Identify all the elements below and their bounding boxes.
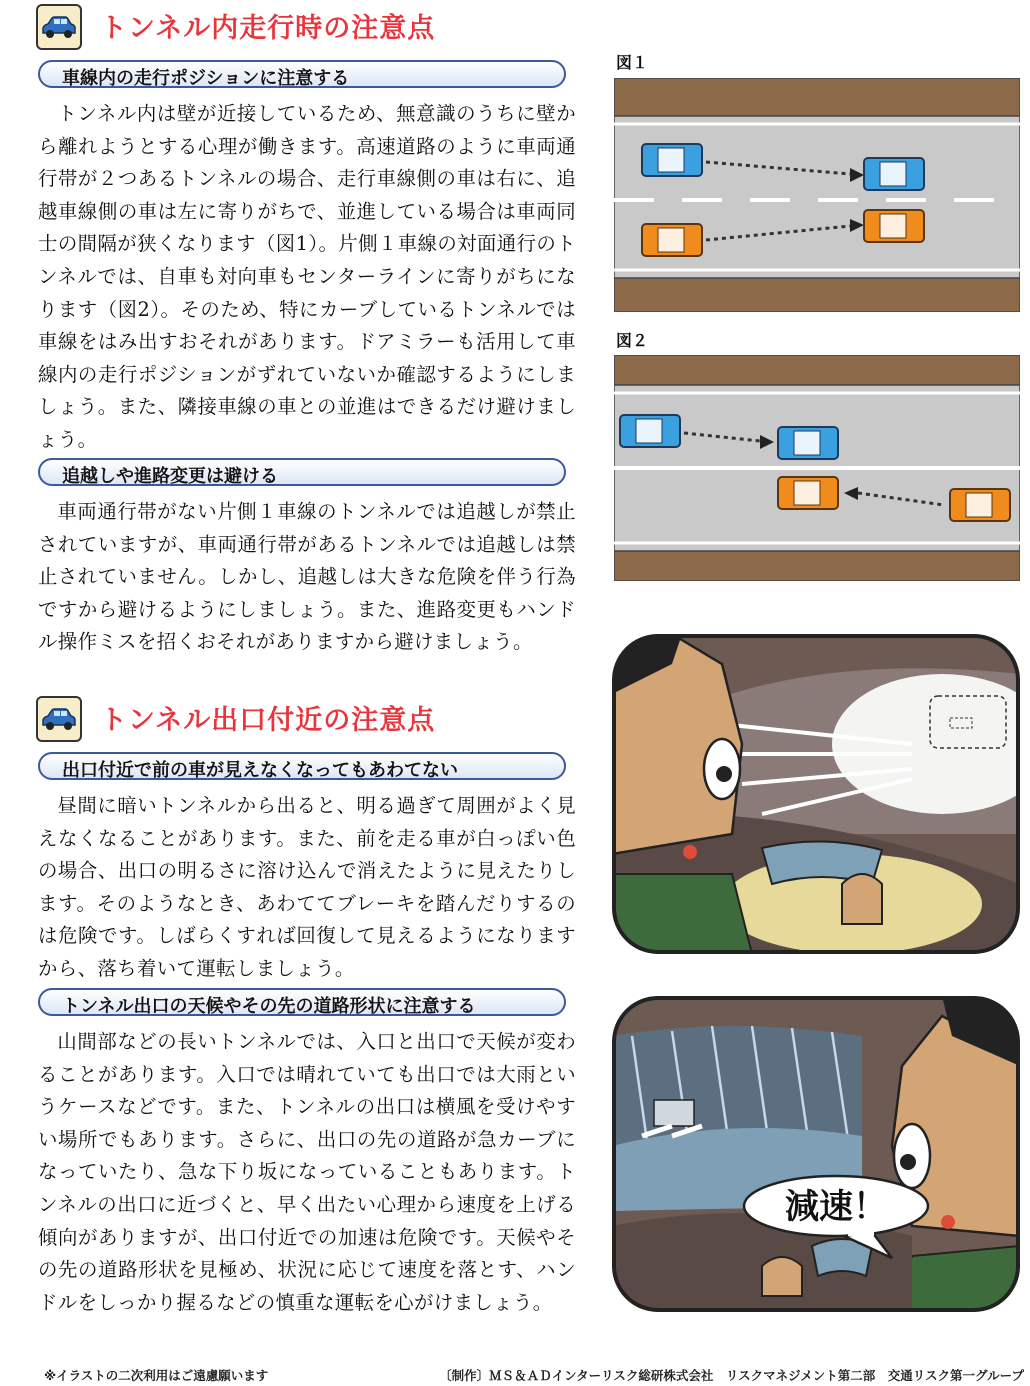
illustration-exit-rain xyxy=(612,996,1020,1312)
blue-car xyxy=(620,415,680,447)
footer-credit: 〔制作〕ＭＳ＆ＡＤインターリスク総研株式会社 リスクマネジメント第二部 交通リスク第一グループ xyxy=(439,1368,1024,1383)
illustration-exit-glare xyxy=(612,634,1020,954)
blue-car xyxy=(642,144,702,176)
section-title: トンネル内走行時の注意点 xyxy=(100,13,436,44)
figure-2-label: 図２ xyxy=(616,331,649,350)
subsection-heading-4: トンネル出口の天候やその先の道路形状に注意する xyxy=(38,988,566,1016)
section-header-1 xyxy=(36,4,596,52)
subsection-heading-3: 出口付近で前の車が見えなくなってもあわてない xyxy=(38,752,566,780)
paragraph-exit-glare: 昼間に暗いトンネルから出ると、明る過ぎて周囲がよく見えなくなることがあります。また、前を走る車が白っぽい色の場合、出口の明るさに溶け込んで消えたように見えたりします。そのようなとき、あわててブレーキを踏んだりするのは危険です。しばらくすれば回復して見えるようになりますから、落ち着いて運転しましょう。 xyxy=(38,794,576,980)
paragraph-exit-weather: 山間部などの長いトンネルでは、入口と出口で天候が変わることがあります。入口では晴れていても出口では大雨というケースなどです。また、トンネルの出口は横風を受けやすい場所でもあります。さらに、出口の先の道路が急カーブになっていたり、急な下り坂になっていることもあります。トンネルの出口に近づくと、早く出たい心理から速度を上げる傾向がありますが、出口付近での加速は危険です。天候やその先の道路形状を見極め、状況に応じて速度を落とす、ハンドルをしっかり握るなどの慎重な運転を心がけましょう。 xyxy=(38,1030,576,1314)
subsection-heading-2: 追越しや進路変更は避ける xyxy=(38,458,566,486)
paragraph-lane-position: トンネル内は壁が近接しているため、無意識のうちに壁から離れようとする心理が働きます。高速道路のように車両通行帯が２つあるトンネルの場合、走行車線側の車は右に、追越車線側の車は左に寄りがちで、並進している場合は車両同士の間隔が狭くなります（図1）。片側１車線の対面通行のトンネルでは、自車も対向車もセンターラインに寄りがちになります（図2）。そのため、特にカーブしているトンネルでは車線をはみ出すおそれがあります。ドアミラーも活用して車線内の走行ポジションがずれていないか確認するようにしましょう。また、隣接車線の車との並進はできるだけ避けましょう。 xyxy=(38,102,576,451)
orange-car xyxy=(778,477,838,509)
figure-1-label: 図１ xyxy=(616,53,649,72)
speech-bubble-text: 減速！ xyxy=(785,1187,887,1227)
orange-car xyxy=(950,489,1010,521)
blue-car xyxy=(864,158,924,190)
car-icon xyxy=(36,4,82,50)
footer-note: ※イラストの二次利用はご遠慮願います xyxy=(44,1368,269,1383)
car-icon xyxy=(36,696,82,742)
blue-car xyxy=(778,427,838,459)
orange-car xyxy=(864,210,924,242)
figure-1-lane-diagram xyxy=(614,78,1020,312)
section-header-2 xyxy=(36,696,596,744)
figure-2-lane-diagram xyxy=(614,355,1020,581)
section-title: トンネル出口付近の注意点 xyxy=(100,705,436,736)
paragraph-overtaking: 車両通行帯がない片側１車線のトンネルでは追越しが禁止されていますが、車両通行帯があるトンネルでは追越しは禁止されていません。しかし、追越しは大きな危険を伴う行為ですから避けるようにしましょう。また、進路変更もハンドル操作ミスを招くおそれがありますから避けましょう。 xyxy=(38,500,576,654)
orange-car xyxy=(642,224,702,256)
subsection-heading-1: 車線内の走行ポジションに注意する xyxy=(38,60,566,88)
